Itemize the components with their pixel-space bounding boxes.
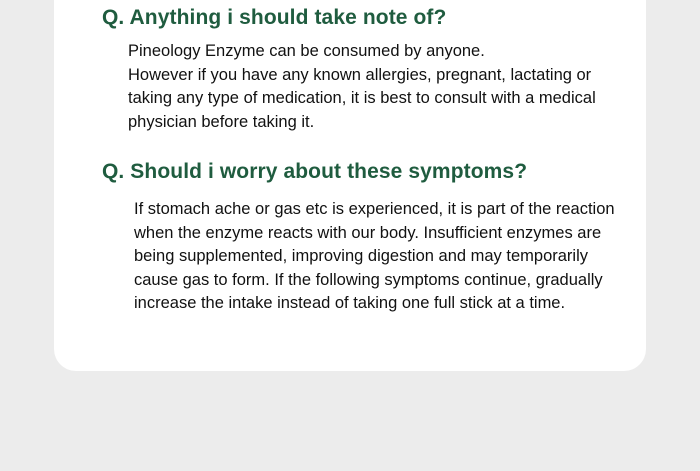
- faq-question-take-note: Q. Anything i should take note of?: [102, 6, 447, 29]
- faq-answer-symptoms: [134, 198, 626, 316]
- answer-paragraph: However if you have any known allergies, pregnant, lactating or taking any type of medication, it is best to consult with a medical physician before taking it.: [128, 65, 596, 131]
- answer-paragraph: Pineology Enzyme can be consumed by anyone.: [128, 42, 485, 60]
- answer-paragraph: If stomach ache or gas etc is experienced, it is part of the reaction when the enzyme reacts with our body. Insufficient enzymes are being supplemented, improving digestion and may temporarily cause gas to form. If the following symptoms continue, gradually increase the intake instead of taking one full stick at a time.: [134, 200, 615, 312]
- faq-answer-take-note: [128, 40, 620, 134]
- faq-question-symptoms: Q. Should i worry about these symptoms?: [102, 160, 528, 183]
